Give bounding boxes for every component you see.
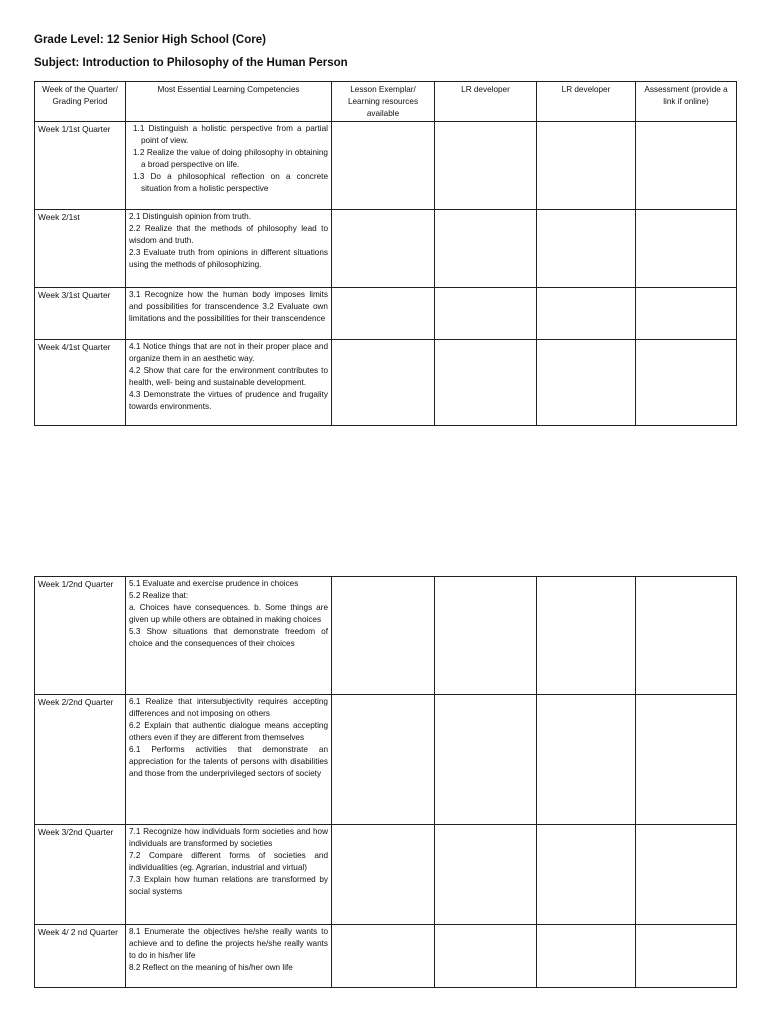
col-header-week: Week of the Quarter/ Grading Period (35, 82, 126, 122)
competency-cell (126, 577, 332, 695)
blank-cell (537, 577, 636, 695)
competency-item: 7.2 Compare different forms of societies and individualities (eg. Agrarian, industrial and virtual) (129, 851, 328, 872)
blank-cell (332, 210, 435, 288)
competency-item: 6.1 Realize that intersubjectivity requires accepting differences and not imposing on others (129, 697, 328, 718)
blank-cell (435, 340, 537, 426)
blank-cell (537, 288, 636, 340)
grade-level-heading: Grade Level: 12 Senior High School (Core) (34, 34, 266, 46)
week-cell: Week 2/2nd Quarter (35, 695, 126, 825)
blank-cell (435, 288, 537, 340)
blank-cell (435, 695, 537, 825)
competency-item: 5.2 Realize that: (129, 591, 189, 600)
competency-item: 4.1 Notice things that are not in their proper place and organize them in an aesthetic way. (129, 342, 328, 363)
blank-cell (435, 925, 537, 988)
table-row (35, 925, 737, 988)
competency-item: 4.2 Show that care for the environment contributes to health, well- being and sustainable development. (129, 366, 328, 387)
blank-cell (435, 122, 537, 210)
blank-cell (537, 695, 636, 825)
blank-cell (435, 210, 537, 288)
competency-item: 3.1 Recognize how the human body imposes limits and possibilities for transcendence 3.2 Evaluate own limitations and the possibilities for their transcendence (129, 290, 328, 323)
blank-cell (332, 122, 435, 210)
competency-cell (126, 825, 332, 925)
competency-item: 6.1 Performs activities that demonstrate an appreciation for the talents of persons with disabilities and those from the underprivileged sectors of society (129, 745, 328, 778)
table-row (35, 825, 737, 925)
table-row (35, 577, 737, 695)
week-cell: Week 4/1st Quarter (35, 340, 126, 426)
competency-item: 6.2 Explain that authentic dialogue means accepting others even if they are different from themselves (129, 721, 328, 742)
competency-item: 1.3 Do a philosophical reflection on a concrete situation from a holistic perspective (133, 172, 328, 193)
competency-item: 1.1 Distinguish a holistic perspective from a partial point of view. (133, 124, 328, 145)
col-header-lesson-exemplar: Lesson Exemplar/ Learning resources available (332, 82, 435, 122)
blank-cell (636, 340, 737, 426)
table-header-row (35, 82, 737, 122)
competency-cell (126, 340, 332, 426)
blank-cell (636, 695, 737, 825)
blank-cell (537, 340, 636, 426)
col-header-competencies: Most Essential Learning Competencies (126, 82, 332, 122)
blank-cell (636, 288, 737, 340)
competency-item: 2.2 Realize that the methods of philosophy lead to wisdom and truth. (129, 224, 328, 245)
week-cell: Week 2/1st (35, 210, 126, 288)
competency-cell (126, 210, 332, 288)
table-row (35, 210, 737, 288)
blank-cell (332, 340, 435, 426)
table-row (35, 288, 737, 340)
blank-cell (332, 288, 435, 340)
blank-cell (636, 925, 737, 988)
blank-cell (332, 825, 435, 925)
blank-cell (332, 695, 435, 825)
week-cell: Week 3/2nd Quarter (35, 825, 126, 925)
competency-item: 8.1 Enumerate the objectives he/she really wants to achieve and to define the projects he/she really wants to do in his/her life (129, 927, 328, 960)
blank-cell (537, 925, 636, 988)
competency-cell (126, 925, 332, 988)
competency-cell (126, 122, 332, 210)
week-cell: Week 1/1st Quarter (35, 122, 126, 210)
blank-cell (332, 577, 435, 695)
blank-cell (636, 577, 737, 695)
blank-cell (435, 577, 537, 695)
competency-cell (126, 288, 332, 340)
blank-cell (537, 122, 636, 210)
competency-item: 7.3 Explain how human relations are transformed by social systems (129, 875, 328, 896)
week-cell: Week 1/2nd Quarter (35, 577, 126, 695)
blank-cell (636, 122, 737, 210)
competency-item: a. Choices have consequences. b. Some things are given up while others are obtained in making choices (129, 603, 328, 624)
col-header-lr-developer: LR developer (435, 82, 537, 122)
table-row (35, 122, 737, 210)
competency-item: 4.3 Demonstrate the virtues of prudence and frugality towards environments. (129, 390, 328, 411)
competency-item: 5.1 Evaluate and exercise prudence in choices (129, 579, 299, 588)
blank-cell (435, 825, 537, 925)
table-row (35, 340, 737, 426)
week-cell: Week 3/1st Quarter (35, 288, 126, 340)
competency-item: 8.2 Reflect on the meaning of his/her own life (129, 963, 293, 972)
subject-heading: Subject: Introduction to Philosophy of the Human Person (34, 57, 348, 69)
competencies-table-page2 (34, 576, 737, 988)
blank-cell (537, 210, 636, 288)
table-row (35, 695, 737, 825)
competency-item: 5.3 Show situations that demonstrate freedom of choice and the consequences of their choices (129, 627, 328, 648)
col-header-lr-developer-2: LR developer (537, 82, 636, 122)
competencies-table-page1 (34, 81, 737, 426)
competency-item: 1.2 Realize the value of doing philosophy in obtaining a broad perspective on life. (133, 148, 328, 169)
blank-cell (636, 210, 737, 288)
blank-cell (332, 925, 435, 988)
blank-cell (636, 825, 737, 925)
competency-cell (126, 695, 332, 825)
col-header-assessment: Assessment (provide a link if online) (636, 82, 737, 122)
competency-item: 2.3 Evaluate truth from opinions in different situations using the methods of philosophizing. (129, 248, 328, 269)
competency-item: 2.1 Distinguish opinion from truth. (129, 212, 251, 221)
blank-cell (537, 825, 636, 925)
competency-item: 7.1 Recognize how individuals form societies and how individuals are transformed by societies (129, 827, 328, 848)
week-cell: Week 4/ 2 nd Quarter (35, 925, 126, 988)
